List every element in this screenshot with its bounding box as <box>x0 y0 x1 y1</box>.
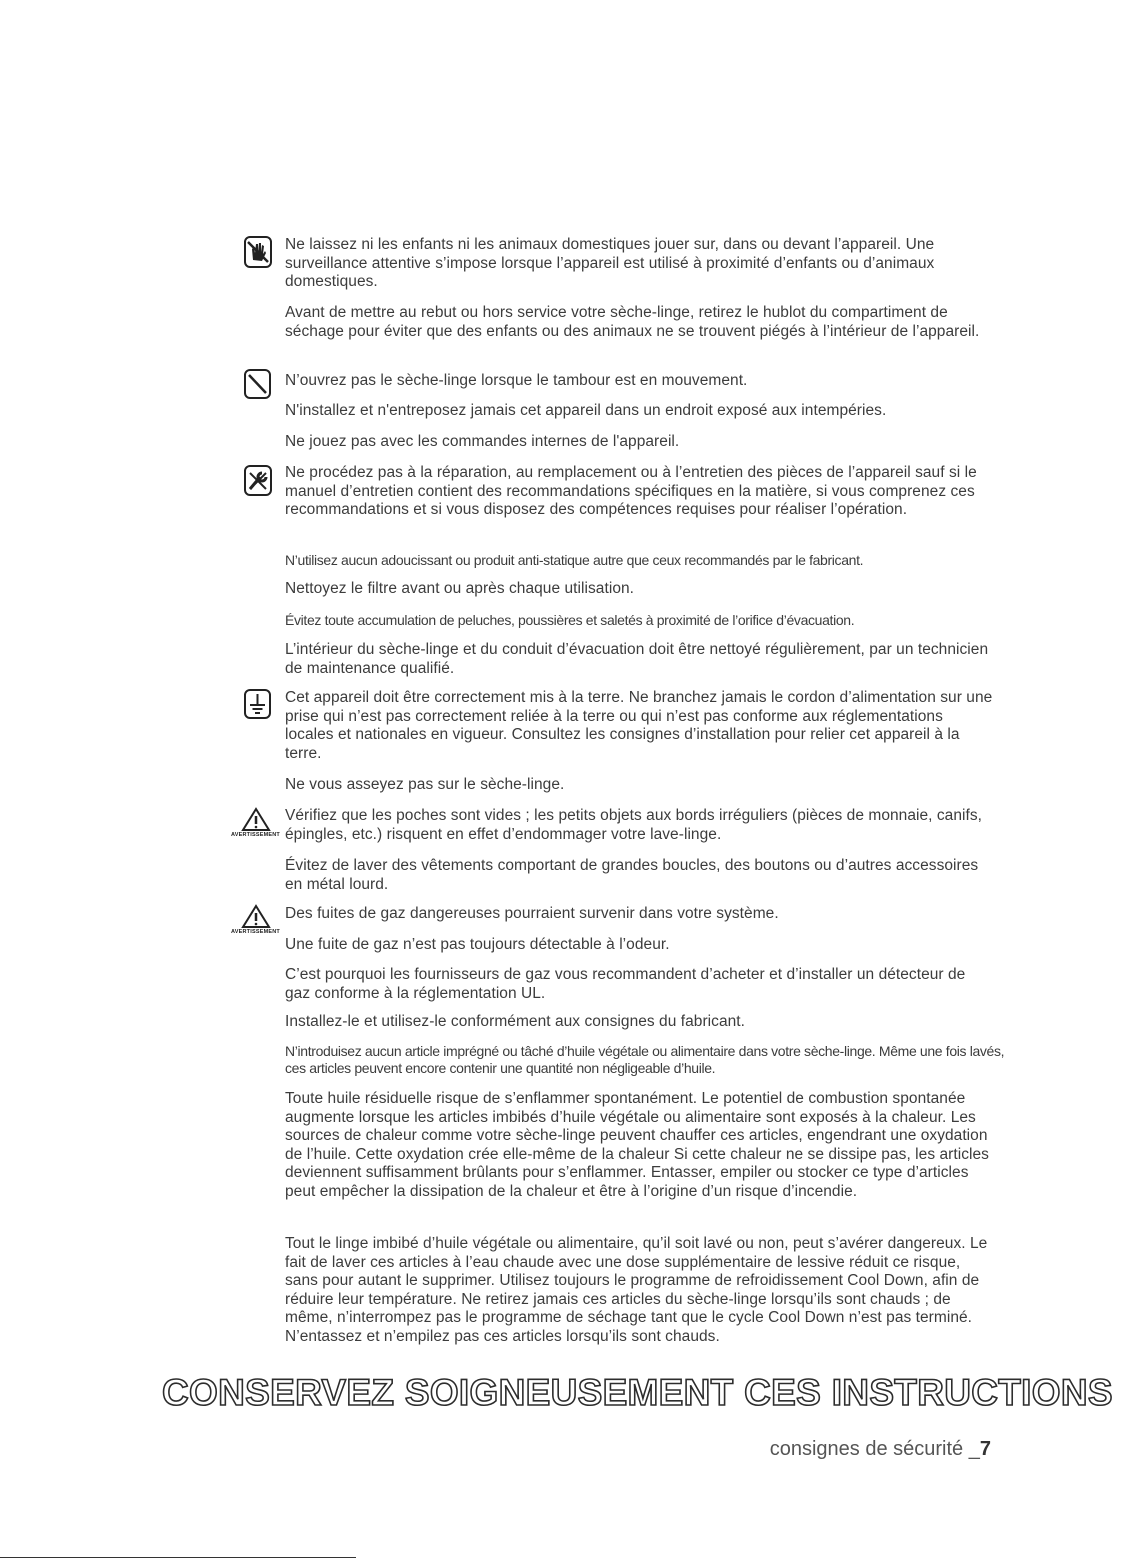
paragraph: N’utilisez aucun adoucissant ou produit anti-statique autre que ceux recommandés par le fabricant. <box>285 552 864 568</box>
paragraph: N'installez et n'entreposez jamais cet appareil dans un endroit exposé aux intempéries. <box>285 402 887 419</box>
paragraph: N’ouvrez pas le sèche-linge lorsque le tambour est en mouvement. <box>285 372 748 389</box>
paragraph: Ne vous asseyez pas sur le sèche-linge. <box>285 776 565 793</box>
warning-triangle-icon <box>241 904 271 929</box>
footer-section: consignes de sécurité _ <box>769 1438 980 1460</box>
save-instructions-banner: CONSERVEZ SOIGNEUSEMENT CES INSTRUCTIONS <box>162 1372 1113 1413</box>
paragraph: Ne laissez ni les enfants ni les animaux domestiques jouer sur, dans ou devant l’appareil. Une surveillance attentive s’impose lorsque l’appareil est utilisé à proximité d’enfants ou d’animaux domestiques. <box>285 236 935 290</box>
page-footer <box>770 1438 991 1461</box>
page-number: 7 <box>979 1438 991 1460</box>
paragraph: Avant de mettre au rebut ou hors service votre sèche-linge, retirez le hublot du compartiment de séchage pour éviter que des enfants ou des animaux ne se trouvent piégés à l’intérieur de l’appareil. <box>285 304 980 340</box>
paragraph: Toute huile résiduelle risque de s’enflammer spontanément. Le potentiel de combustion spontanée augmente lorsque les articles imbibés d’huile végétale ou alimentaire sont exposés à la chaleur. Les sources de chaleur comme votre sèche-linge peuvent chauffer ces articles, engendrant une oxydation de l’huile. Cette oxydation crée elle-même de la chaleur Si cette chaleur ne se dissipe pas, les articles deviennent suffisamment brûlants pour s’enflammer. Entasser, empiler ou stocker ce type d’articles peut empêcher la dissipation de la chaleur et être à l’origine d’un risque d’incendie. <box>285 1090 989 1200</box>
ground-icon <box>244 689 271 719</box>
warning-label: AVERTISSEMENT <box>231 832 280 838</box>
paragraph: Une fuite de gaz n’est pas toujours détectable à l’odeur. <box>285 936 670 953</box>
paragraph: Cet appareil doit être correctement mis à la terre. Ne branchez jamais le cordon d’alimentation sur une prise qui n’est pas correctement reliée à la terre ou qui n’est pas conforme aux réglementations locales et nationales en vigueur. Consultez les consignes d’installation pour relier cet appareil à la terre. <box>285 689 993 762</box>
paragraph: Des fuites de gaz dangereuses pourraient survenir dans votre système. <box>285 905 779 922</box>
divider <box>0 1557 356 1558</box>
paragraph: Vérifiez que les poches sont vides ; les petits objets aux bords irréguliers (pièces de monnaie, canifs, épingles, etc.) risquent en effet d’endommager votre lave-linge. <box>285 807 983 843</box>
paragraph: L’intérieur du sèche-linge et du conduit d’évacuation doit être nettoyé régulièrement, par un technicien de maintenance qualifié. <box>285 641 989 677</box>
no-touch-icon <box>244 236 272 268</box>
paragraph: Ne procédez pas à la réparation, au remplacement ou à l’entretien des pièces de l’appareil sauf si le manuel d’entretien contient des recommandations spécifiques en la matière, si vous comprenez ces recommandations et si vous disposez des compétences requises pour réaliser l’opération. <box>285 464 977 518</box>
paragraph: Tout le linge imbibé d’huile végétale ou alimentaire, qu’il soit lavé ou non, peut s’avérer dangereux. Le fait de laver ces articles à l’eau chaude avec une dose supplémentaire de lessive réduit ce risque, sans pour autant le supprimer. Utilisez toujours le programme de refroidissement Cool Down, afin de réduire leur température. Ne retirez jamais ces articles du sèche-linge lorsqu’ils sont chauds ; de même, n’interrompez pas le programme de séchage tant que le cycle Cool Down n’est pas terminé. N’entassez et n’empilez pas ces articles lorsqu’ils sont chauds. <box>285 1235 988 1345</box>
paragraph: N’introduisez aucun article imprégné ou tâché d’huile végétale ou alimentaire dans votre sèche-linge. Même une fois lavés, ces articles peuvent encore contenir une quantité non négligeable d’huile. <box>285 1043 1005 1076</box>
no-disassemble-icon <box>244 465 272 496</box>
warning-label: AVERTISSEMENT <box>231 929 280 935</box>
paragraph: Nettoyez le filtre avant ou après chaque utilisation. <box>285 580 635 597</box>
paragraph: Évitez toute accumulation de peluches, poussières et saletés à proximité de l’orifice d’évacuation. <box>285 612 855 628</box>
paragraph: Installez-le et utilisez-le conformément aux consignes du fabricant. <box>285 1013 746 1030</box>
prohibited-icon <box>244 369 271 399</box>
warning-triangle-icon <box>241 807 271 832</box>
paragraph: C’est pourquoi les fournisseurs de gaz vous recommandent d’acheter et d’installer un détecteur de gaz conforme à la réglementation UL. <box>285 966 966 1002</box>
paragraph: Ne jouez pas avec les commandes internes de l'appareil. <box>285 433 680 450</box>
paragraph: Évitez de laver des vêtements comportant de grandes boucles, des boutons ou d’autres accessoires en métal lourd. <box>285 857 979 893</box>
